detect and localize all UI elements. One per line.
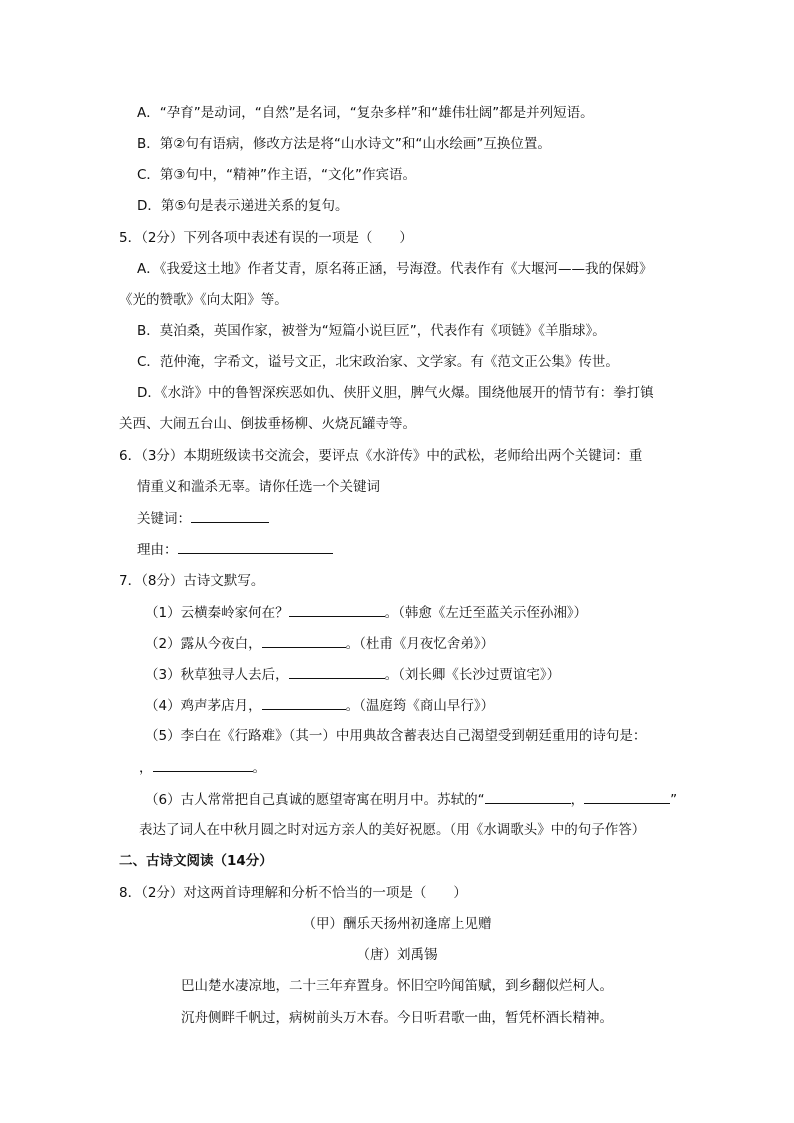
q5-option-d-line1: D．《水浒》中的鲁智深疾恶如仇、侠肝义胆，脾气火爆。围绕他展开的情节有：拳打镇: [137, 385, 654, 401]
poem-author: （唐）刘禹锡: [356, 947, 438, 963]
q7-item-4: [145, 695, 494, 716]
q7-item-5-answer: [139, 757, 266, 778]
q7-item-1-text: （1）云横秦岭家何在？: [145, 605, 289, 621]
q7-item-2: [145, 633, 494, 654]
q4-option-b: B．第②句有语病，修改方法是将“山水诗文”和“山水绘画”互换位置。: [137, 136, 551, 152]
q7-item-3-source: 。（刘长卿《长沙过贾谊宅》）: [384, 667, 561, 683]
reason-blank[interactable]: [178, 539, 333, 554]
q5-option-a-line2: 《光的赞歌》《向太阳》等。: [119, 292, 288, 308]
q7-item-6-quote: ”: [670, 792, 678, 808]
q7-item-1-blank[interactable]: [289, 602, 385, 617]
q7-item-6-text: （6）古人常常把自己真诚的愿望寄寓在明月中。苏轼的“: [145, 792, 485, 808]
q7-item-4-blank[interactable]: [262, 695, 346, 710]
q8-stem: 8．（2分）对这两首诗理解和分析不恰当的一项是（ ）: [119, 885, 467, 901]
q5-option-a-line1: A．《我爱这土地》作者艾青，原名蒋正涵，号海澄。代表作有《大堰河——我的保姆》: [137, 261, 653, 277]
q7-item-6-blank-2[interactable]: [584, 789, 670, 804]
q6-keyword-row: [137, 508, 269, 529]
q7-item-3-blank[interactable]: [289, 664, 385, 679]
q7-item-5-comma: ，: [139, 760, 153, 776]
q7-item-6-blank-1[interactable]: [485, 789, 571, 804]
reason-label: 理由：: [137, 542, 178, 558]
q7-item-2-text: （2）露从今夜白，: [145, 636, 262, 652]
q7-item-5-period: 。: [252, 760, 266, 776]
q7-item-4-text: （4）鸡声茅店月，: [145, 698, 262, 714]
q7-item-2-blank[interactable]: [262, 633, 346, 648]
q6-stem-line1: 6．（3分）本期班级读书交流会，要评点《水浒传》中的武松，老师给出两个关键词：重: [119, 448, 643, 464]
q4-option-a: A．“孕育”是动词，“自然”是名词，“复杂多样”和“雄伟壮阔”都是并列短语。: [137, 105, 594, 121]
keyword-label: 关键词：: [137, 511, 191, 527]
q7-item-3-text: （3）秋草独寻人去后，: [145, 667, 289, 683]
q7-item-5-blank[interactable]: [153, 757, 253, 772]
poem-line-1: 巴山楚水凄凉地，二十三年弃置身。怀旧空吟闻笛赋，到乡翻似烂柯人。: [181, 978, 613, 994]
q5-option-b: B．莫泊桑，英国作家，被誉为“短篇小说巨匠”，代表作有《项链》《羊脂球》。: [137, 323, 606, 339]
q7-item-6-line2: 表达了词人在中秋月圆之时对远方亲人的美好祝愿。（用《水调歌头》中的句子作答）: [139, 822, 646, 838]
q7-item-6-comma: ，: [570, 792, 585, 808]
q7-item-4-source: 。（温庭筠《商山早行》）: [345, 698, 495, 714]
q6-stem-line2: 情重义和滥杀无辜。请你任选一个关键词: [137, 479, 380, 495]
q5-option-d-line2: 关西、大闹五台山、倒拔垂杨柳、火烧瓦罐寺等。: [119, 416, 416, 432]
q7-item-2-source: 。（杜甫《月夜忆舍弟》）: [345, 636, 495, 652]
keyword-blank[interactable]: [191, 508, 269, 523]
poem-title: （甲）酬乐天扬州初逢席上见赠: [302, 916, 492, 932]
q4-option-d: D．第⑤句是表示递进关系的复句。: [137, 198, 349, 214]
q4-option-c: C．第③句中，“精神”作主语，“文化”作宾语。: [137, 167, 417, 183]
q7-item-1-source: 。（韩愈《左迁至蓝关示侄孙湘》）: [384, 605, 588, 621]
q7-item-6: [145, 789, 677, 810]
q5-option-c: C．范仲淹，字希文，谥号文正，北宋政治家、文学家。有《范文正公集》传世。: [137, 354, 619, 370]
q7-item-3: [145, 664, 560, 685]
poem-line-2: 沉舟侧畔千帆过，病树前头万木春。今日听君歌一曲，暂凭杯酒长精神。: [181, 1010, 613, 1026]
q7-item-5: （5）李白在《行路难》（其一）中用典故含蓄表达自己渴望受到朝廷重用的诗句是：: [145, 728, 647, 744]
q5-stem: 5．（2分）下列各项中表述有误的一项是（ ）: [119, 230, 413, 246]
section-2-heading: 二、古诗文阅读（14分）: [119, 853, 273, 869]
q7-stem: 7．（8分）古诗文默写。: [119, 573, 265, 589]
q6-reason-row: [137, 539, 333, 560]
q7-item-1: [145, 602, 587, 623]
